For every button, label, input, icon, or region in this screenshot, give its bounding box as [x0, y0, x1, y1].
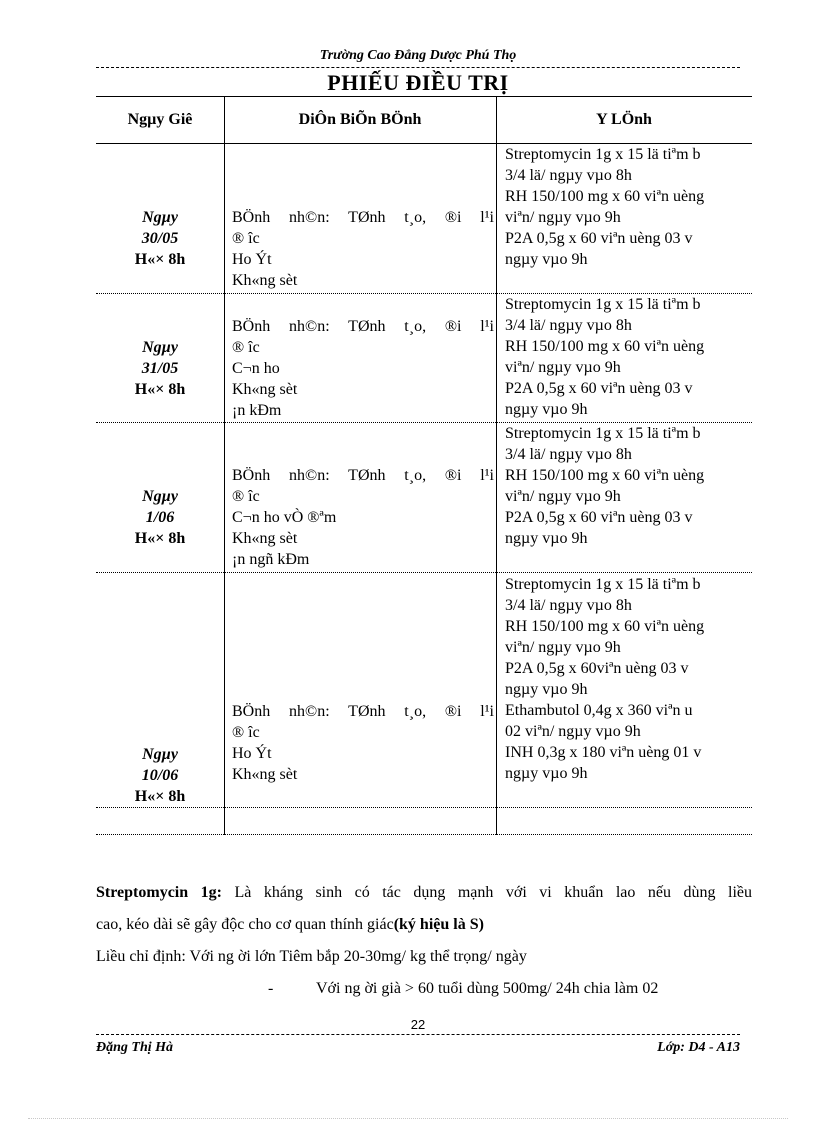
- row-date: Ngµy 10/06 H«× 8h: [134, 746, 186, 805]
- row-progress: BÖnh nh©n: TØnh t¸o, ®i l¹i ® îc Ho Ýt Kh«ng sèt: [232, 703, 494, 783]
- footer-rule: [96, 1034, 740, 1035]
- row-divider: [96, 572, 752, 573]
- description-line: Streptomycin 1g: Là kháng sinh có tác dụng mạnh với vi khuẩn lao nếu dùng liều: [96, 884, 752, 901]
- page-edge: [28, 1118, 788, 1119]
- row-orders: Streptomycin 1g x 15 lä tiªm b 3/4 lä/ ngµy vµo 8h RH 150/100 mg x 60 viªn uèng viªn/ ngµy vµo 9h P2A 0,5g x 60 viªn uèng 03 v ngµy vµo 9h: [505, 296, 705, 418]
- column-header-date: Ngµy Giê: [127, 111, 193, 128]
- table-bottom-rule: [96, 834, 752, 835]
- dose-line: Liều chỉ định: Với ng ời lớn Tiêm bắp 20-30mg/ kg thể trọng/ ngày: [96, 948, 527, 965]
- column-divider: [224, 97, 225, 835]
- column-divider: [496, 97, 497, 835]
- drug-description: [96, 877, 752, 1005]
- row-date: Ngµy 1/06 H«× 8h: [134, 488, 186, 547]
- row-date: Ngµy 31/05 H«× 8h: [134, 339, 186, 398]
- row-orders: Streptomycin 1g x 15 lä tiªm b 3/4 lä/ ngµy vµo 8h RH 150/100 mg x 60 viªn uèng viªn/ ngµy vµo 9h P2A 0,5g x 60 viªn uèng 03 v ngµy vµo 9h: [505, 425, 705, 547]
- row-divider: [96, 807, 752, 808]
- drug-name: Streptomycin 1g:: [96, 884, 222, 901]
- school-header: Trường Cao Đẳng Dược Phú Thọ: [319, 48, 517, 63]
- page-number: 22: [410, 1017, 426, 1032]
- row-date: Ngµy 30/05 H«× 8h: [134, 209, 186, 268]
- column-header-orders: Y LÖnh: [596, 111, 652, 128]
- row-progress: BÖnh nh©n: TØnh t¸o, ®i l¹i ® îc C¬n ho Kh«ng sèt ¡n kÐm: [232, 318, 494, 419]
- treatment-table: [96, 96, 752, 835]
- author-name: Đặng Thị Hà: [96, 1040, 174, 1055]
- row-orders: Streptomycin 1g x 15 lä tiªm b 3/4 lä/ ngµy vµo 8h RH 150/100 mg x 60 viªn uèng viªn/ ngµy vµo 9h P2A 0,5g x 60 viªn uèng 03 v ngµy vµo 9h: [505, 146, 705, 268]
- description-line: cao, kéo dài sẽ gây độc cho cơ quan thính giác(ký hiệu là S): [96, 916, 484, 933]
- row-progress: BÖnh nh©n: TØnh t¸o, ®i l¹i ® îc Ho Ýt Kh«ng sèt: [232, 209, 494, 289]
- symbol-note: (ký hiệu là S): [393, 916, 484, 933]
- dose-line-elderly: - Với ng ời già > 60 tuổi dùng 500mg/ 24h chia làm 02: [268, 980, 659, 997]
- row-orders: Streptomycin 1g x 15 lä tiªm b 3/4 lä/ ngµy vµo 8h RH 150/100 mg x 60 viªn uèng viªn/ ngµy vµo 9h P2A 0,5g x 60viªn uèng 03 v ngµy vµo 9h Ethambutol 0,4g x 360 viªn u 02 viªn/ ngµy vµo 9h INH 0,3g x 180 viªn uèng 01 v ngµy vµo 9h: [505, 576, 705, 782]
- row-progress: BÖnh nh©n: TØnh t¸o, ®i l¹i ® îc C¬n ho vÒ ®ªm Kh«ng sèt ¡n ngñ kÐm: [232, 467, 494, 568]
- page-title: PHIẾU ĐIỀU TRỊ: [327, 70, 509, 95]
- class-code: Lớp: D4 - A13: [657, 1040, 740, 1055]
- header-rule: [96, 67, 740, 68]
- column-header-progress: DiÔn BiÕn BÖnh: [298, 111, 422, 128]
